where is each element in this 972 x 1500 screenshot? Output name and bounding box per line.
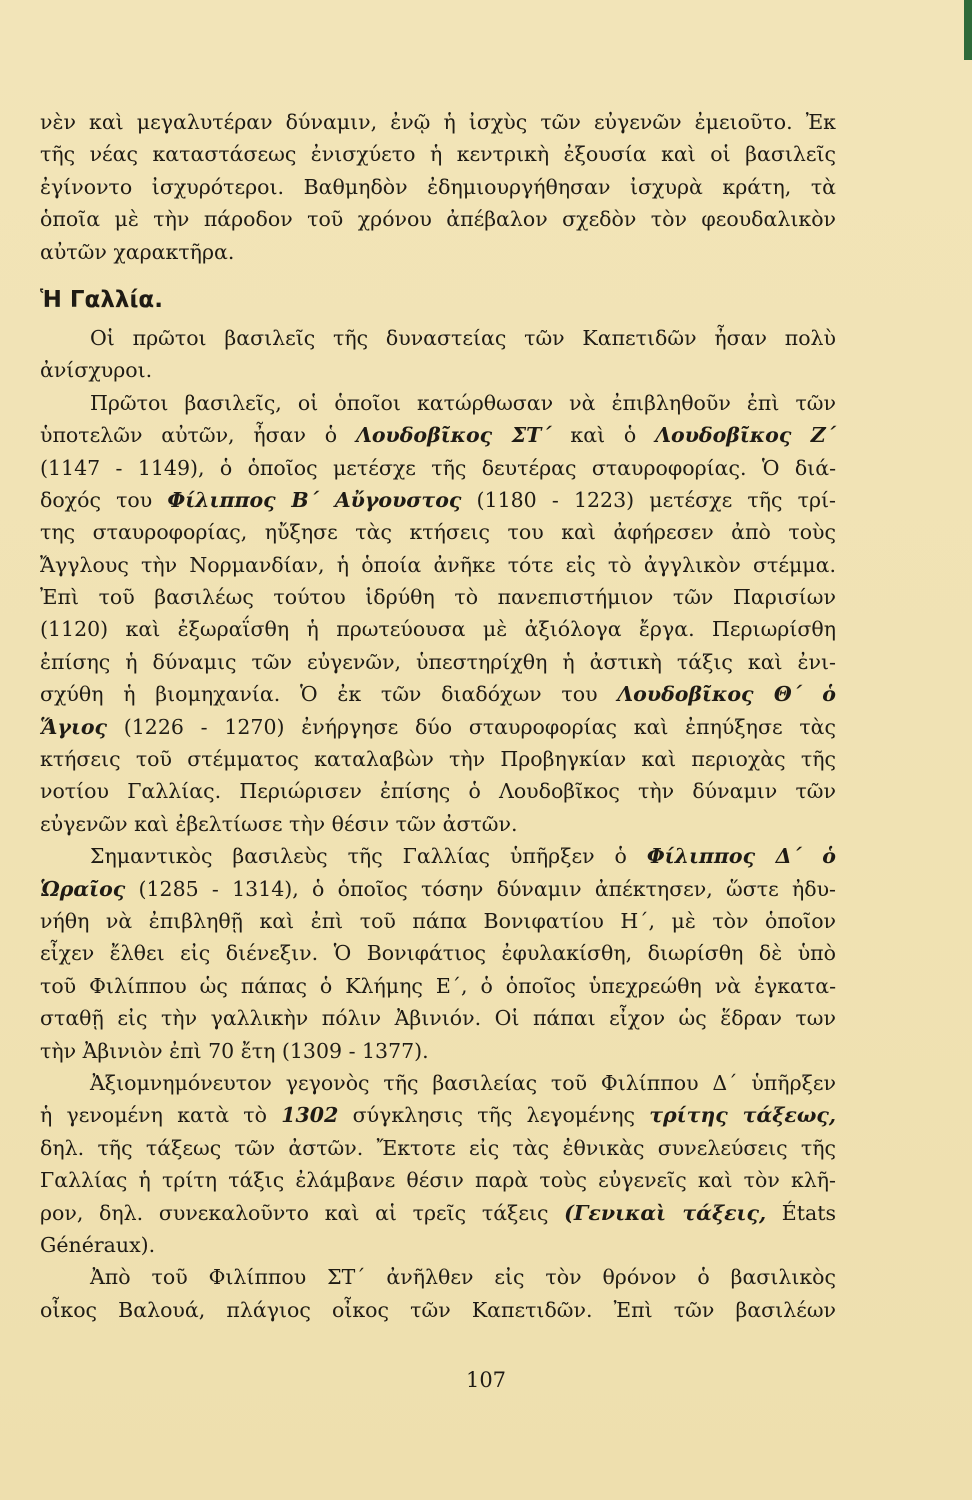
text-line: τοῦ Φιλίππου ὡς πάπας ὁ Κλήμης Ε΄, ὁ ὁποῖος ὑπεχρεώθη νὰ ἐγκατα- — [40, 973, 836, 998]
text-line: της σταυροφορίας, ηὔξησε τὰς κτήσεις του καὶ ἀφήρεσεν ἀπὸ τοὺς — [40, 520, 836, 545]
text-line: Généraux). — [40, 1232, 156, 1257]
text-line — [40, 1099, 836, 1131]
text-line: τὴν Ἀβινιὸν ἐπὶ 70 ἔτη (1309 - 1377). — [40, 1038, 429, 1063]
text-line: (1120) καὶ ἐξωραΐσθη ἡ πρωτεύουσα μὲ ἀξιόλογα ἔργα. Περιωρίσθη — [40, 617, 836, 642]
text-span: δοχός του — [40, 487, 153, 512]
text-line: κτήσεις τοῦ στέμματος καταλαβὼν τὴν Προβηγκίαν καὶ περιοχὰς τῆς — [40, 747, 836, 772]
text-line: ἐγίνοντο ἰσχυρότεροι. Βαθμηδὸν ἐδημιουργήθησαν ἰσχυρὰ κράτη, τὰ — [40, 174, 836, 199]
page-edge-tab — [964, 0, 972, 60]
king-name: Φίλιππος Δ΄ ὁ — [646, 844, 836, 869]
paragraph-third-estate — [40, 1067, 836, 1261]
text-line: νήθη νὰ ἐπιβληθῇ καὶ ἐπὶ τοῦ πάπα Βονιφατίου Η΄, μὲ τὸν ὁποῖον — [40, 908, 836, 933]
text-line: Ἄγγλους τὴν Νορμανδίαν, ἡ ὁποία ἀνῆκε τότε εἰς τὸ ἀγγλικὸν στέμμα. — [40, 552, 836, 577]
text-line: τῆς νέας καταστάσεως ἐνισχύετο ἡ κεντρικὴ ἐξουσία καὶ οἱ βασιλεῖς — [40, 142, 836, 167]
text-line — [40, 678, 836, 710]
text-span: ρον, δηλ. συνεκαλοῦντο καὶ αἱ τρεῖς τάξεις — [40, 1200, 549, 1225]
text-span: (1180 - 1223) μετέσχε τῆς τρί- — [476, 487, 836, 512]
term-emphasis: τρίτης τάξεως, — [649, 1103, 836, 1128]
text-line: ἀνίσχυροι. — [40, 358, 153, 383]
text-span: (1285 - 1314), ὁ ὁποῖος τόσην δύναμιν ἀπέκτησεν, ὥστε ἠδυ- — [138, 876, 836, 901]
king-name: Ὡραῖος — [40, 876, 126, 901]
text-span: σχύθη ἡ βιομηχανία. Ὁ ἐκ τῶν διαδόχων του — [40, 682, 598, 707]
section-heading: Ἡ Γαλλία. — [40, 286, 163, 313]
page-body — [40, 106, 836, 1326]
text-line: οἶκος Βαλουά, πλάγιος οἶκος τῶν Καπετιδῶν. Ἐπὶ τῶν βασιλέων — [40, 1297, 836, 1322]
text-line: ἐπίσης ἡ δύναμις τῶν εὐγενῶν, ὑπεστηρίχθη ἡ ἀστικὴ τάξις καὶ ἐνι- — [40, 649, 836, 674]
term-emphasis: (Γενικαὶ τάξεις, — [564, 1200, 767, 1225]
text-line: Γαλλίας ἡ τρίτη τάξις ἐλάμβανε θέσιν παρὰ τοὺς εὐγενεῖς καὶ τὸν κλῆ- — [40, 1168, 836, 1193]
text-line: Πρῶτοι βασιλεῖς, οἱ ὁποῖοι κατώρθωσαν νὰ ἐπιβληθοῦν ἐπὶ τῶν — [90, 390, 836, 415]
text-line — [40, 711, 836, 743]
text-line: Ἀπὸ τοῦ Φιλίππου ΣΤ΄ ἀνῆλθεν εἰς τὸν θρόνον ὁ βασιλικὸς — [90, 1265, 836, 1290]
year-emphasis: 1302 — [281, 1103, 339, 1128]
text-line: Ἐπὶ τοῦ βασιλέως τούτου ἱδρύθη τὸ πανεπιστήμιον τῶν Παρισίων — [40, 585, 836, 610]
text-line — [40, 1197, 836, 1229]
text-span: (1226 - 1270) ἐνήργησε δύο σταυροφορίας καὶ ἐπηύξησε τὰς — [123, 714, 836, 739]
paragraph-first-kings — [40, 322, 836, 387]
text-line: εἶχεν ἔλθει εἰς διένεξιν. Ὁ Βονιφάτιος ἐφυλακίσθη, διωρίσθη δὲ ὑπὸ — [40, 941, 836, 966]
text-line: σταθῇ εἰς τὴν γαλλικὴν πόλιν Ἀβινιόν. Οἱ πάπαι εἶχον ὡς ἕδραν των — [40, 1006, 836, 1031]
text-span: États — [781, 1200, 836, 1225]
king-name: Ἅγιος — [40, 714, 108, 739]
paragraph-valois — [40, 1261, 836, 1326]
king-name: Λουδοβῖκος Θ΄ ὁ — [617, 682, 836, 707]
text-line: νὲν καὶ μεγαλυτέραν δύναμιν, ἐνῷ ἡ ἰσχὺς τῶν εὐγενῶν ἐμειοῦτο. Ἐκ — [40, 110, 836, 134]
text-span: Σημαντικὸς βασιλεὺς τῆς Γαλλίας ὑπῆρξεν ὁ — [90, 844, 627, 869]
text-line: Οἱ πρῶτοι βασιλεῖς τῆς δυναστείας τῶν Καπετιδῶν ἦσαν πολὺ — [90, 325, 836, 350]
text-span: σύγκλησις τῆς λεγομένης — [352, 1103, 635, 1128]
king-name: Λουδοβῖκος Ζ΄ — [655, 423, 836, 448]
paragraph-philip-fair — [40, 840, 836, 1067]
text-line — [40, 484, 836, 516]
text-line: αὐτῶν χαρακτῆρα. — [40, 239, 235, 264]
text-line — [40, 840, 836, 872]
page-number: 107 — [465, 1368, 507, 1392]
text-line — [40, 873, 836, 905]
text-line: (1147 - 1149), ὁ ὁποῖος μετέσχε τῆς δευτέρας σταυροφορίας. Ὁ διά- — [40, 455, 836, 480]
paragraph-intro — [40, 106, 836, 268]
text-line: Ἀξιομνημόνευτον γεγονὸς τῆς βασιλείας τοῦ Φιλίππου Δ΄ ὑπῆρξεν — [90, 1070, 836, 1095]
text-line — [40, 419, 836, 451]
text-line: νοτίου Γαλλίας. Περιώρισεν ἐπίσης ὁ Λουδοβῖκος τὴν δύναμιν τῶν — [40, 779, 836, 804]
text-span: ἡ γενομένη κατὰ τὸ — [40, 1103, 267, 1128]
text-span: ὑποτελῶν αὐτῶν, ἦσαν ὁ — [40, 423, 338, 448]
text-line: ὁποῖα μὲ τὴν πάροδον τοῦ χρόνου ἀπέβαλον σχεδὸν τὸν φεουδαλικὸν — [40, 207, 836, 232]
text-span: καὶ ὁ — [570, 423, 637, 448]
king-name: Φίλιππος Β΄ Αὔγουστος — [167, 487, 462, 512]
text-line: εὐγενῶν καὶ ἐβελτίωσε τὴν θέσιν τῶν ἀστῶν. — [40, 811, 518, 836]
king-name: Λουδοβῖκος ΣΤ΄ — [355, 423, 552, 448]
text-line: δηλ. τῆς τάξεως τῶν ἀστῶν. Ἔκτοτε εἰς τὰς ἐθνικὰς συνελεύσεις τῆς — [40, 1135, 836, 1160]
paragraph-louis-philip — [40, 387, 836, 840]
